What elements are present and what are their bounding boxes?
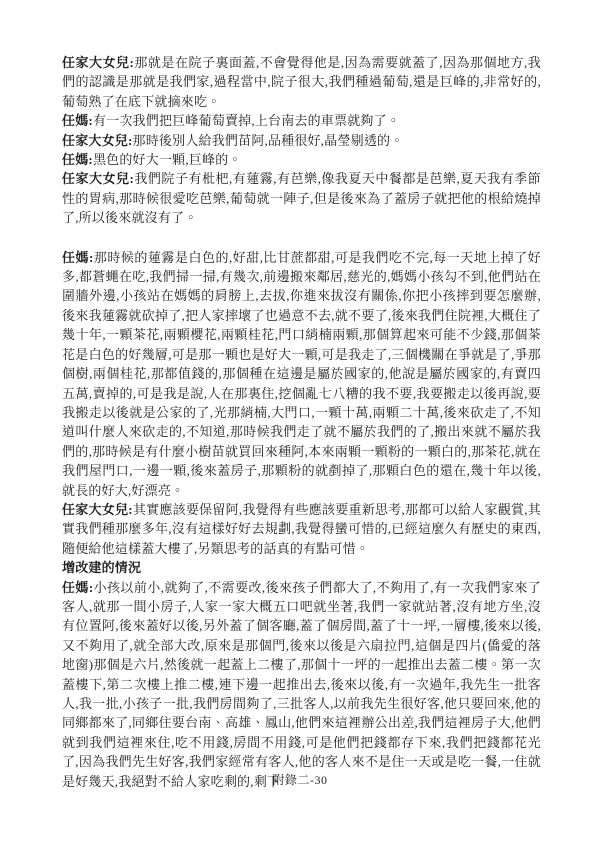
utterance-text: 黑色的好大一顆,巨峰的。 — [92, 152, 242, 168]
dialogue-paragraph — [62, 248, 541, 500]
dialogue-paragraph — [62, 150, 541, 169]
section-heading: 增改建的情況 — [62, 560, 142, 576]
speaker-label: 任家大女兒: — [62, 171, 135, 187]
utterance-text: 小孩以前小,就夠了,不需要改,後來孩子們都大了,不夠用了,有一次我們家來了客人,就那一間小房子,人家一家大概五口吧就坐著,我們一家就站著,沒有地方坐,沒有位置阿,後來蓋好以後,另外蓋了個客廳,蓋了個房間,蓋了十一坪,一層樓,後來以後,又不夠用了,就全部大改,原來是那個門,後來以後是六扇拉門,這個是四片(僑愛的落地窗)那個是六片,然後就一起蓋上二樓了,那個十一坪的一起推出去蓋二樓。第一次蓋樓下,第二次樓上推二樓,連下邊一起推出去,後來以後,有一次過年,我先生一批客人,我一批,小孩子一批,我們房間夠了,三批客人,以前我先生很好客,他只要回來,他的同鄉都來了,同鄉住要台南、高雄、鳳山,他們來這裡辦公出差,我們這裡房子大,他們就到我們這裡來住,吃不用錢,房間不用錢,可是他們把錢都存下來,我們把錢都花光了,因為我們先生好客,我們家經常有客人,他的客人來不是住一天或是吃一餐,一住就是好幾天,我絕對不給人家吃剩的,剩下 — [62, 579, 542, 789]
dialogue-paragraph — [62, 169, 541, 227]
speaker-label: 任家大女兒: — [62, 55, 135, 70]
utterance-text: 我們院子有枇杷,有蓮霧,有芭樂,像我夏天中餐都是芭樂,夏天我有季節性的胃病,那時候很愛吃芭樂,葡萄就一陣子,但是後來為了蓋房子就把他的根給燒掉了,所以後來就沒有了。 — [62, 171, 541, 226]
dialogue-paragraph — [62, 500, 541, 558]
utterance-text: 其實應該要保留阿,我覺得有些應該要重新思考,那都可以給人家觀賞,其實我們種那麼多年,沒有這樣好好去規劃,我覺得蠻可惜的,已經這麼久有歷史的東西,隨便給他這樣蓋大樓了,另類思考的話真的有點可惜。 — [62, 501, 541, 556]
utterance-text: 那就是在院子裏面蓋,不會覺得他是,因為需要就蓋了,因為那個地方,我們的認識是那就是我們家,過程當中,院子很大,我們種過葡萄,還是巨峰的,非常好的,葡萄熟了在底下就摘來吃。 — [62, 55, 541, 109]
dialogue-paragraph — [62, 578, 541, 791]
speaker-label: 任媽: — [62, 113, 93, 129]
document-body — [62, 53, 541, 791]
dialogue-paragraph — [62, 111, 541, 130]
speaker-label: 任媽: — [62, 579, 94, 595]
speaker-label: 任媽: — [62, 249, 94, 265]
utterance-text: 那時後別人給我們苗阿,品種很好,晶瑩剔透的。 — [132, 132, 404, 148]
speaker-label: 任家大女兒: — [62, 501, 133, 517]
dialogue-paragraph — [62, 131, 541, 150]
speaker-label: 任家大女兒: — [62, 132, 133, 148]
dialogue-paragraph — [62, 53, 541, 111]
page-number: 附錄二-30 — [272, 773, 328, 787]
utterance-text: 那時候的蓮霧是白色的,好甜,比甘蔗都甜,可是我們吃不完,每一天地上掉了好多,都蒼蠅在吃,我們掃一掃,有幾次,前邊搬來鄰居,慈光的,媽媽小孩勾不到,他們站在圍牆外邊,小孩站在媽媽的肩膀上,去拔,你進來拔沒有關係,你把小孩摔到要怎麼辦,後來我蓮霧就砍掉了,把人家摔壞了也過意不去,就不要了,後來我們住院裡,大概住了幾十年,一顆茶花,兩顆櫻花,兩顆桂花,門口綃楠兩顆,那個算起來可能不少錢,那個茶花是白色的好幾層,可是那一顆也是好大一顆,可是我走了,三個機關在爭就是了,爭那個樹,兩個桂花,那都值錢的,那個種在這邊是屬於國家的,他說是屬於國家的,有賣四五萬,賣掉的,可是我是說,人在那裏住,挖個亂七八糟的我不要,我要搬走以後再說,要我搬走以後就是公家的了,光那綃楠,大門口,一顆十萬,兩顆二十萬,後來砍走了,不知道叫什麼人來砍走的,不知道,那時候我們走了就不屬於我們的了,搬出來就不屬於我們的,那時候是有什麼小樹苗就買回來種阿,本來兩顆一顆粉的一顆白的,那茶花,就在我們屋門口,一邊一顆,後來蓋房子,那顆粉的就剷掉了,那顆白色的還在,幾十年以後,就長的好大,好漂亮。 — [62, 249, 541, 498]
utterance-text: 有一次我們把巨峰葡萄賣掉,上台南去的車票就夠了。 — [92, 113, 400, 129]
speaker-label: 任媽: — [62, 152, 93, 168]
